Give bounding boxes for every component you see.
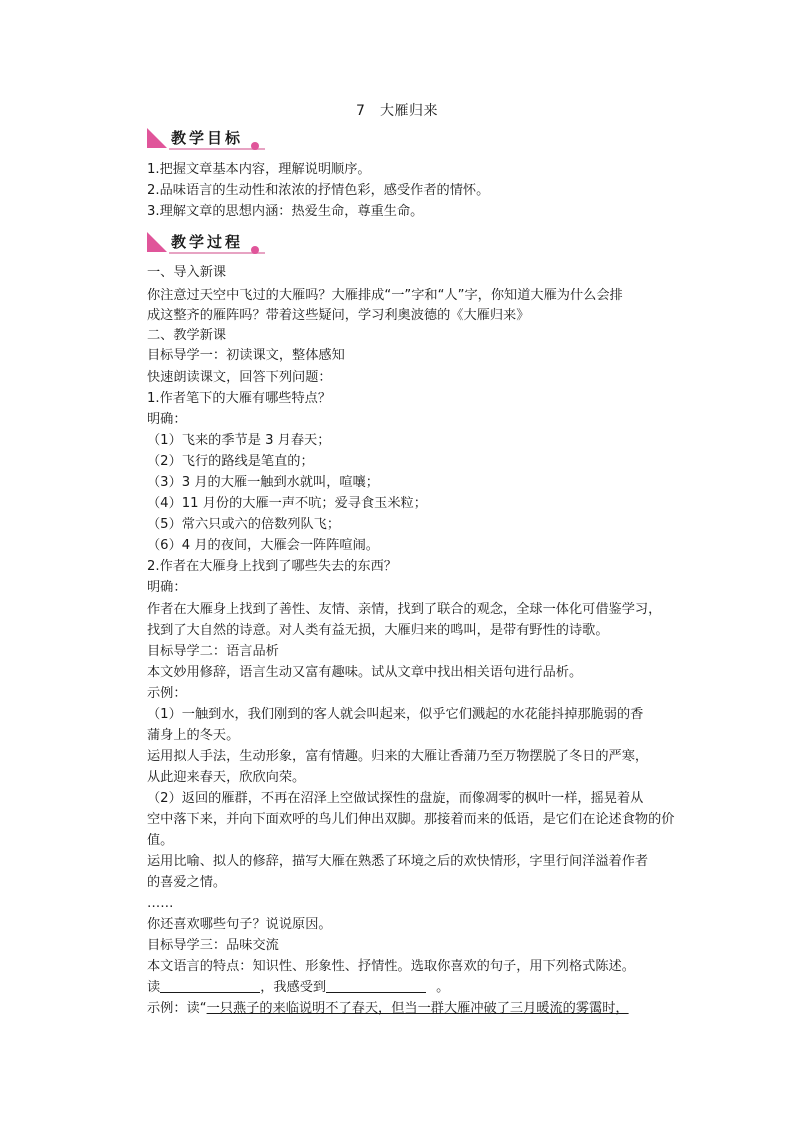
lesson-title: 7 大雁归来 (356, 103, 438, 119)
body-line: 找到了大自然的诗意。对人类有益无损，大雁归来的鸣叫，是带有野性的诗歌。 (147, 623, 609, 638)
body-line: 值。 (147, 833, 174, 848)
body-line: 空中落下来，并向下面欢呼的鸟儿们伸出双脚。那接着而来的低语，是它们在论述食物的价 (147, 812, 675, 827)
body-line: （3）3 月的大雁一触到水就叫，喧嚷； (147, 475, 379, 490)
fill-in-line (147, 978, 449, 998)
body-line: 蒲身上的冬天。 (147, 728, 240, 743)
body-line: 一、导入新课 (147, 265, 227, 280)
example-prefix: 示例：读“ (147, 1001, 207, 1016)
goal-line: 3.理解文章的思想内涵：热爱生命，尊重生命。 (147, 204, 424, 219)
body-line: （1）一触到水，我们刚到的客人就会叫起来，似乎它们溅起的水花能抖掉那脆弱的香 (147, 707, 644, 722)
banner-triangle-icon (147, 128, 167, 148)
body-line: 目标导学一：初读课文，整体感知 (147, 348, 345, 363)
example-line (147, 999, 629, 1019)
section-banner-process (147, 230, 265, 256)
body-line: 你注意过天空中飞过的大雁吗？大雁排成“一”字和“人”字，你知道大雁为什么会排 (147, 288, 623, 303)
body-line: 从此迎来春天，欣欣向荣。 (147, 770, 306, 785)
body-line: 明确： (147, 580, 187, 595)
body-line: …… (147, 896, 174, 911)
body-line: （2）返回的雁群，不再在沼泽上空做试探性的盘旋，而像凋零的枫叶一样，摇晃着从 (147, 791, 644, 806)
body-line: 运用比喻、拟人的修辞，描写大雁在熟悉了环境之后的欢快情形，字里行间洋溢着作者 (147, 854, 649, 869)
fill-blank-1[interactable] (160, 978, 260, 993)
body-line: 运用拟人手法，生动形象，富有情趣。归来的大雁让香蒲乃至万物摆脱了冬日的严寒， (147, 749, 649, 764)
body-line: 作者在大雁身上找到了善性、友情、亲情，找到了联合的观念，全球一体化可借鉴学习， (147, 602, 662, 617)
body-line: 1.作者笔下的大雁有哪些特点？ (147, 391, 332, 406)
section-heading-goals: 教学目标 (171, 129, 244, 147)
body-line: 2.作者在大雁身上找到了哪些失去的东西？ (147, 559, 397, 574)
body-line: 目标导学三：品味交流 (147, 938, 279, 953)
section-banner-goals (147, 126, 265, 152)
fill-prefix: 读 (147, 980, 161, 995)
fill-end: 。 (436, 980, 450, 995)
banner-dot-icon (251, 246, 259, 254)
body-line: （2）飞行的路线是笔直的； (147, 454, 314, 469)
banner-rule (169, 148, 265, 150)
banner-rule (169, 252, 265, 254)
banner-dot-icon (251, 142, 259, 150)
goal-line: 1.把握文章基本内容，理解说明顺序。 (147, 162, 371, 177)
body-line: 成这整齐的雁阵吗？带着这些疑问，学习利奥波德的《大雁归来》 (147, 308, 530, 323)
body-line: 目标导学二：语言品析 (147, 644, 279, 659)
body-line: （5）常六只或六的倍数列队飞； (147, 517, 341, 532)
body-line: 你还喜欢哪些句子？说说原因。 (147, 917, 332, 932)
body-line: （6）4 月的夜间，大雁会一阵阵喧闹。 (147, 538, 379, 553)
section-heading-process: 教学过程 (171, 233, 244, 251)
body-line: 本文语言的特点：知识性、形象性、抒情性。选取你喜欢的句子，用下列格式陈述。 (147, 959, 635, 974)
body-line: （1）飞来的季节是 3 月春天； (147, 433, 331, 448)
example-quote: 一只燕子的来临说明不了春天，但当一群大雁冲破了三月暖流的雾霭时， (206, 1001, 629, 1016)
body-line: 示例： (147, 686, 187, 701)
body-line: 明确： (147, 412, 187, 427)
fill-blank-2[interactable] (326, 978, 426, 993)
body-line: 的喜爱之情。 (147, 875, 227, 890)
body-line: 快速朗读课文，回答下列问题： (147, 370, 332, 385)
body-line: 二、教学新课 (147, 328, 227, 343)
banner-triangle-icon (147, 232, 167, 252)
fill-middle: ，我感受到 (260, 980, 327, 995)
body-line: （4）11 月份的大雁一声不吭；爱寻食玉米粒； (147, 496, 427, 511)
goal-line: 2.品味语言的生动性和浓浓的抒情色彩，感受作者的情怀。 (147, 183, 490, 198)
body-line: 本文妙用修辞，语言生动又富有趣味。试从文章中找出相关语句进行品析。 (147, 665, 583, 680)
